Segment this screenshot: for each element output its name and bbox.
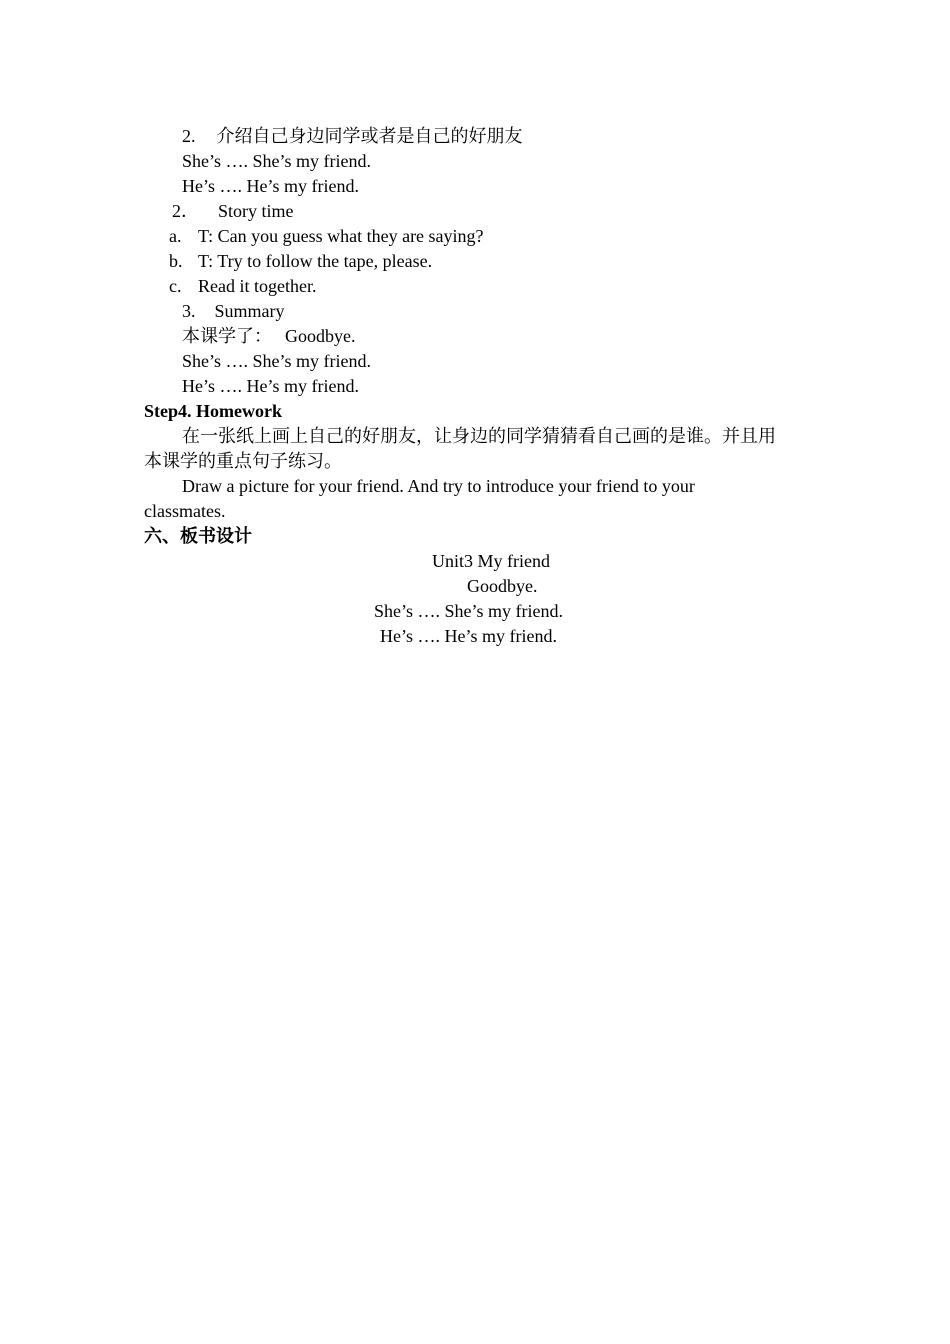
intro-he-line: He’s …. He’s my friend. [182,176,359,196]
summary-title: Summary [214,301,285,321]
board-line-she: She’s …. She’s my friend. [374,601,563,621]
story-item-text: T: Can you guess what they are saying? [198,226,484,246]
story-item-text: Read it together. [198,276,317,296]
intro-item-number: 2. [182,126,196,146]
story-item-marker: b. [169,251,183,271]
summary-number: 3. [182,301,196,321]
intro-item [182,124,523,149]
summary-he-line: He’s …. He’s my friend. [182,376,359,396]
intro-she-line: She’s …. She’s my friend. [182,151,371,171]
story-item-marker: c. [169,276,182,296]
board-title: Unit3 My friend [432,551,550,571]
summary-heading [182,299,285,324]
story-item [169,249,432,274]
intro-item-text: 介绍自己身边同学或者是自己的好朋友 [216,126,523,146]
story-item [169,224,484,249]
homework-en-line2: classmates. [144,501,226,521]
homework-cn-line1: 在一张纸上画上自己的好朋友，让身边的同学猜猜看自己画的是谁。并且用 [182,426,776,446]
story-time-number: 2． [172,201,199,221]
story-time-title: Story time [218,201,294,221]
board-design-heading: 六、板书设计 [144,526,252,546]
summary-learned [182,324,356,349]
homework-en-line1: Draw a picture for your friend. And try to introduce your friend to your [182,476,695,496]
board-line-he: He’s …. He’s my friend. [380,626,557,646]
homework-heading: Step4. Homework [144,401,282,421]
story-item-text: T: Try to follow the tape, please. [198,251,433,271]
story-item-marker: a. [169,226,182,246]
summary-she-line: She’s …. She’s my friend. [182,351,371,371]
story-item [169,274,316,299]
homework-cn-line2: 本课学的重点句子练习。 [144,451,342,471]
board-line-goodbye: Goodbye. [467,576,538,596]
story-time-heading [172,199,294,224]
summary-learned-text: Goodbye. [285,326,356,346]
summary-learned-prefix: 本课学了： [182,326,272,346]
